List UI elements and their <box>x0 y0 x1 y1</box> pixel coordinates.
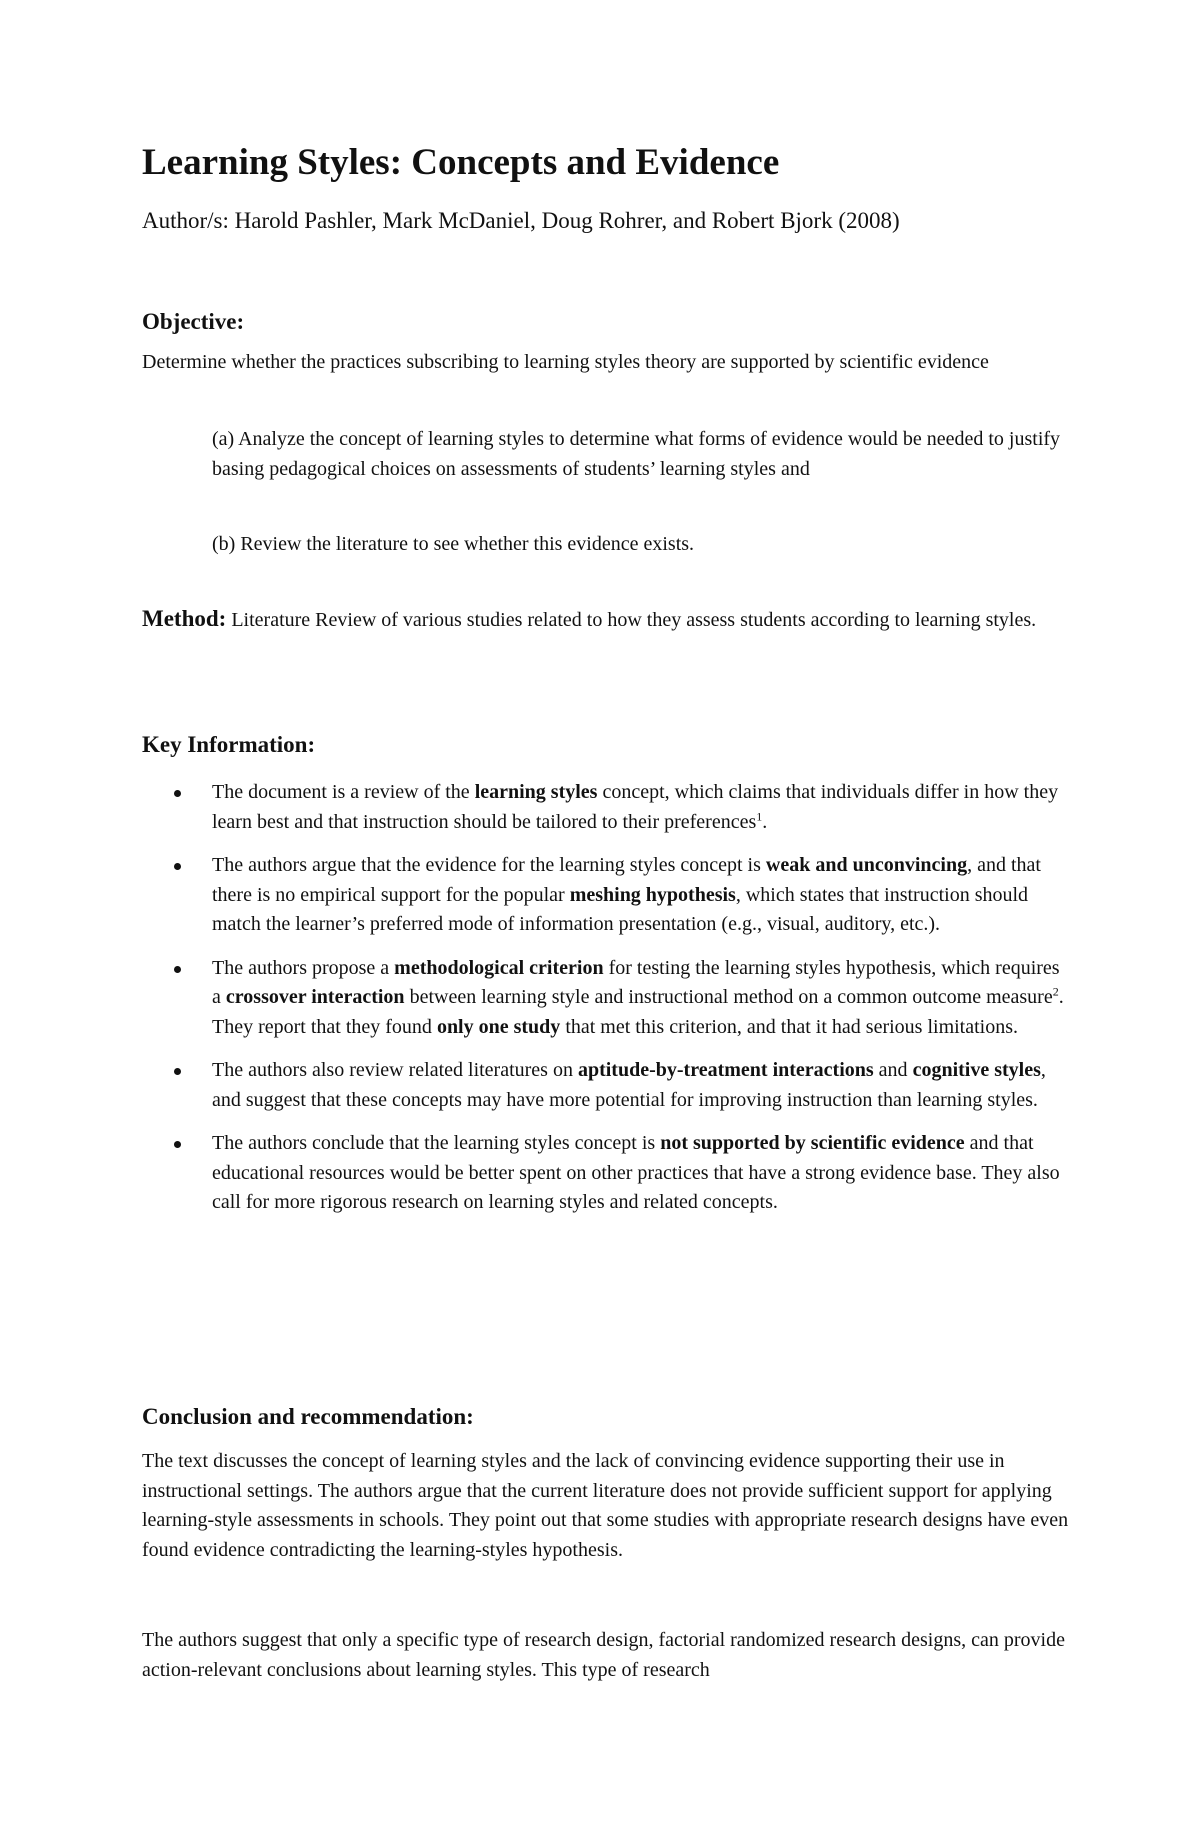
footnote-marker: 2 <box>1052 984 1059 999</box>
bullet-text: and <box>873 1059 913 1081</box>
conclusion-paragraph-2: The authors suggest that only a specific type of research design, factorial randomized research designs, can provide action-relevant conclusions about learning styles. This type of research <box>142 1629 1065 1681</box>
bullet-text: The document is a review of the <box>212 781 475 803</box>
bullet-text: The authors also review related literatures on <box>212 1059 578 1081</box>
document-page <box>142 0 1072 1835</box>
bold-term: cognitive styles <box>912 1059 1041 1081</box>
bullet-text: The authors propose a <box>212 956 395 979</box>
bold-term: learning styles <box>474 781 598 803</box>
bold-term: only one study <box>436 1015 561 1038</box>
bullet-text: , which states that instruction should match the learner’s preferred mode of information presentation (e.g., visual, auditory, etc.). <box>212 883 1029 935</box>
bold-term: weak and unconvincing <box>765 854 968 876</box>
bullet-text: The authors argue that the evidence for the learning styles concept is <box>212 854 766 876</box>
key-information-bullet <box>142 1056 1072 1115</box>
bullet-text: . They report that they found <box>212 986 1064 1038</box>
key-information-heading: Key Information: <box>142 732 316 757</box>
method-paragraph <box>142 604 1072 636</box>
method-text: Literature Review of various studies related to how they assess students according to learning styles. <box>226 609 1037 631</box>
key-information-bullet <box>142 851 1072 940</box>
key-information-bullet <box>142 778 1072 837</box>
document-title: Learning Styles: Concepts and Evidence <box>142 142 780 183</box>
bold-term: meshing hypothesis <box>569 883 736 906</box>
bullet-text: for testing the learning styles hypothesis, which requires a <box>212 956 1060 1008</box>
conclusion-heading: Conclusion and recommendation: <box>142 1404 474 1429</box>
objective-item-a: (a) Analyze the concept of learning styles to determine what forms of evidence would be needed to justify basing pedagogical choices on assessments of students’ learning styles and <box>212 428 1061 480</box>
bullet-dot-icon <box>174 863 181 870</box>
bullet-text: , and suggest that these concepts may have more potential for improving instruction than learning styles. <box>212 1059 1046 1111</box>
objective-heading: Objective: <box>142 309 245 334</box>
key-information-bullet <box>142 954 1072 1043</box>
conclusion-paragraph-1: The text discusses the concept of learning styles and the lack of convincing evidence supporting their use in instructional settings. The authors argue that the current literature does not provide sufficient support for applying learning-style assessments in schools. They point out that some studies with appropriate research designs have even found evidence contradicting the learning-styles hypothesis. <box>142 1450 1069 1561</box>
bold-term: aptitude-by-treatment interactions <box>577 1059 874 1081</box>
bullet-dot-icon <box>174 1141 181 1148</box>
objective-item-b: (b) Review the literature to see whether this evidence exists. <box>212 533 695 555</box>
bold-term: methodological criterion <box>394 956 604 979</box>
bold-term: not supported by scientific evidence <box>660 1132 965 1154</box>
bullet-text: and that educational resources would be better spent on other practices that have a strong evidence base. They also call for more rigorous research on learning styles and related concepts. <box>212 1132 1060 1213</box>
bullet-text: The authors conclude that the learning styles concept is <box>212 1132 661 1154</box>
bullet-dot-icon <box>174 1068 181 1075</box>
bullet-text: concept, which claims that individuals differ in how they learn best and that instruction should be tailored to their preferences <box>212 781 1059 833</box>
bullet-dot-icon <box>174 966 181 973</box>
bullet-text: between learning style and instructional method on a common outcome measure <box>404 986 1053 1008</box>
bullet-dot-icon <box>174 790 181 797</box>
key-information-list <box>142 778 1072 1232</box>
objective-text: Determine whether the practices subscribing to learning styles theory are supported by scientific evidence <box>142 351 989 373</box>
bullet-text: . <box>762 810 768 833</box>
bullet-text: that met this criterion, and that it had serious limitations. <box>560 1015 1019 1038</box>
key-information-bullet <box>142 1129 1072 1218</box>
bullet-text: , and that there is no empirical support for the popular <box>212 854 1041 906</box>
method-label: Method: <box>142 606 227 631</box>
footnote-marker: 1 <box>756 808 763 823</box>
bold-term: crossover interaction <box>225 986 405 1008</box>
document-authors: Author/s: Harold Pashler, Mark McDaniel, Doug Rohrer, and Robert Bjork (2008) <box>142 208 900 233</box>
